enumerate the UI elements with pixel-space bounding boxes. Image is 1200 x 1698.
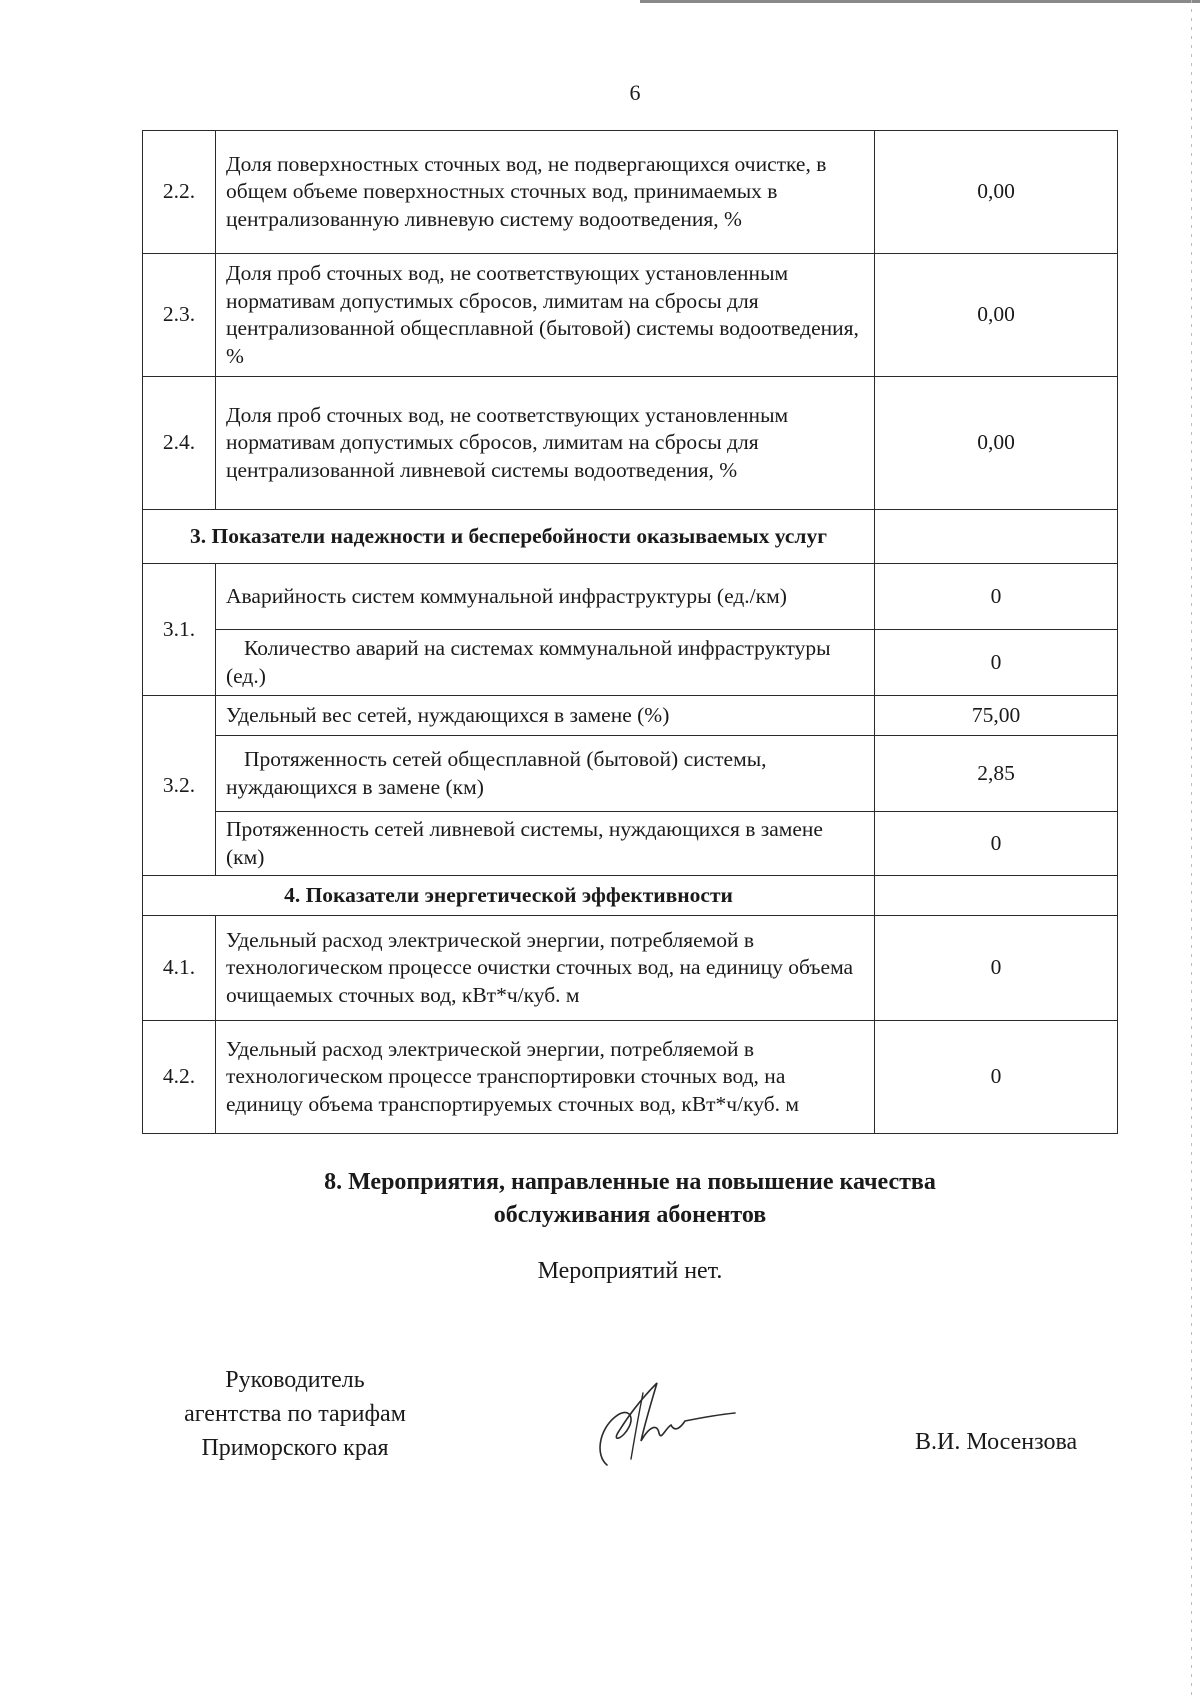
- indicator-value: 0: [875, 812, 1118, 876]
- section-title: 3. Показатели надежности и бесперебойности оказываемых услуг: [143, 510, 875, 564]
- signer-title-line: Руководитель: [225, 1367, 365, 1393]
- indicator-label: Протяженность сетей ливневой системы, нуждающихся в замене (км): [216, 812, 875, 876]
- indicator-value: 0: [875, 916, 1118, 1021]
- signer-title: [120, 1363, 470, 1465]
- section-8-heading-line: 8. Мероприятия, направленные на повышение качества: [324, 1169, 936, 1195]
- row-number: 4.2.: [143, 1021, 216, 1134]
- no-events-text: Мероприятий нет.: [537, 1258, 723, 1284]
- empty-cell: [875, 510, 1118, 564]
- section-row: [143, 510, 1118, 564]
- indicator-label: Аварийность систем коммунальной инфраструктуры (ед./км): [216, 564, 875, 630]
- row-number: 4.1.: [143, 916, 216, 1021]
- indicator-label: Количество аварий на системах коммунальной инфраструктуры (ед.): [216, 630, 875, 696]
- section-row: [143, 876, 1118, 916]
- scan-edge-top: [640, 0, 1200, 3]
- table-row: [143, 630, 1118, 696]
- table-row: [143, 736, 1118, 812]
- table-row: [143, 812, 1118, 876]
- row-number: 2.2.: [143, 131, 216, 254]
- empty-cell: [875, 876, 1118, 916]
- indicator-value: 0,00: [875, 131, 1118, 254]
- indicator-value: 0: [875, 630, 1118, 696]
- indicator-label: Доля проб сточных вод, не соответствующих установленным нормативам допустимых сбросов, лимитам на сбросы для централизованной общесплавной (бытовой) системы водоотведения, %: [216, 254, 875, 377]
- section-8-heading-line: обслуживания абонентов: [493, 1202, 767, 1228]
- indicator-label: Удельный расход электрической энергии, потребляемой в технологическом процессе очистки сточных вод, на единицу объема очищаемых сточных вод, кВт*ч/куб. м: [216, 916, 875, 1021]
- signer-name: В.И. Мосензова: [915, 1429, 1078, 1455]
- indicator-label: Доля поверхностных сточных вод, не подвергающихся очистке, в общем объеме поверхностных сточных вод, принимаемых в централизованную ливневую систему водоотведения, %: [216, 131, 875, 254]
- handwritten-signature: [585, 1375, 745, 1475]
- indicator-value: 0,00: [875, 377, 1118, 510]
- section-8-heading: [200, 1166, 1060, 1232]
- row-number: 3.1.: [143, 564, 216, 696]
- indicator-value: 0: [875, 1021, 1118, 1134]
- indicator-value: 75,00: [875, 696, 1118, 736]
- signer-title-line: агентства по тарифам: [184, 1401, 406, 1427]
- row-number: 2.3.: [143, 254, 216, 377]
- indicator-label: Протяженность сетей общесплавной (бытовой) системы, нуждающихся в замене (км): [216, 736, 875, 812]
- table-row: [143, 916, 1118, 1021]
- indicator-label: Доля проб сточных вод, не соответствующих установленным нормативам допустимых сбросов, лимитам на сбросы для централизованной ливневой системы водоотведения, %: [216, 377, 875, 510]
- indicator-value: 0: [875, 564, 1118, 630]
- signer-title-line: Приморского края: [201, 1435, 389, 1461]
- table-row: [143, 131, 1118, 254]
- indicator-value: 0,00: [875, 254, 1118, 377]
- indicator-value: 2,85: [875, 736, 1118, 812]
- indicators-table: [142, 130, 1118, 1134]
- row-number: 2.4.: [143, 377, 216, 510]
- row-number: 3.2.: [143, 696, 216, 876]
- section-title: 4. Показатели энергетической эффективности: [143, 876, 875, 916]
- table-row: [143, 1021, 1118, 1134]
- page-number: 6: [629, 80, 641, 105]
- table-row: [143, 564, 1118, 630]
- indicator-label: Удельный вес сетей, нуждающихся в замене (%): [216, 696, 875, 736]
- table-row: [143, 254, 1118, 377]
- table-row: [143, 377, 1118, 510]
- scan-edge-right: [1191, 0, 1192, 1698]
- indicator-label: Удельный расход электрической энергии, потребляемой в технологическом процессе транспортировки сточных вод, на единицу объема транспортируемых сточных вод, кВт*ч/куб. м: [216, 1021, 875, 1134]
- table-row: [143, 696, 1118, 736]
